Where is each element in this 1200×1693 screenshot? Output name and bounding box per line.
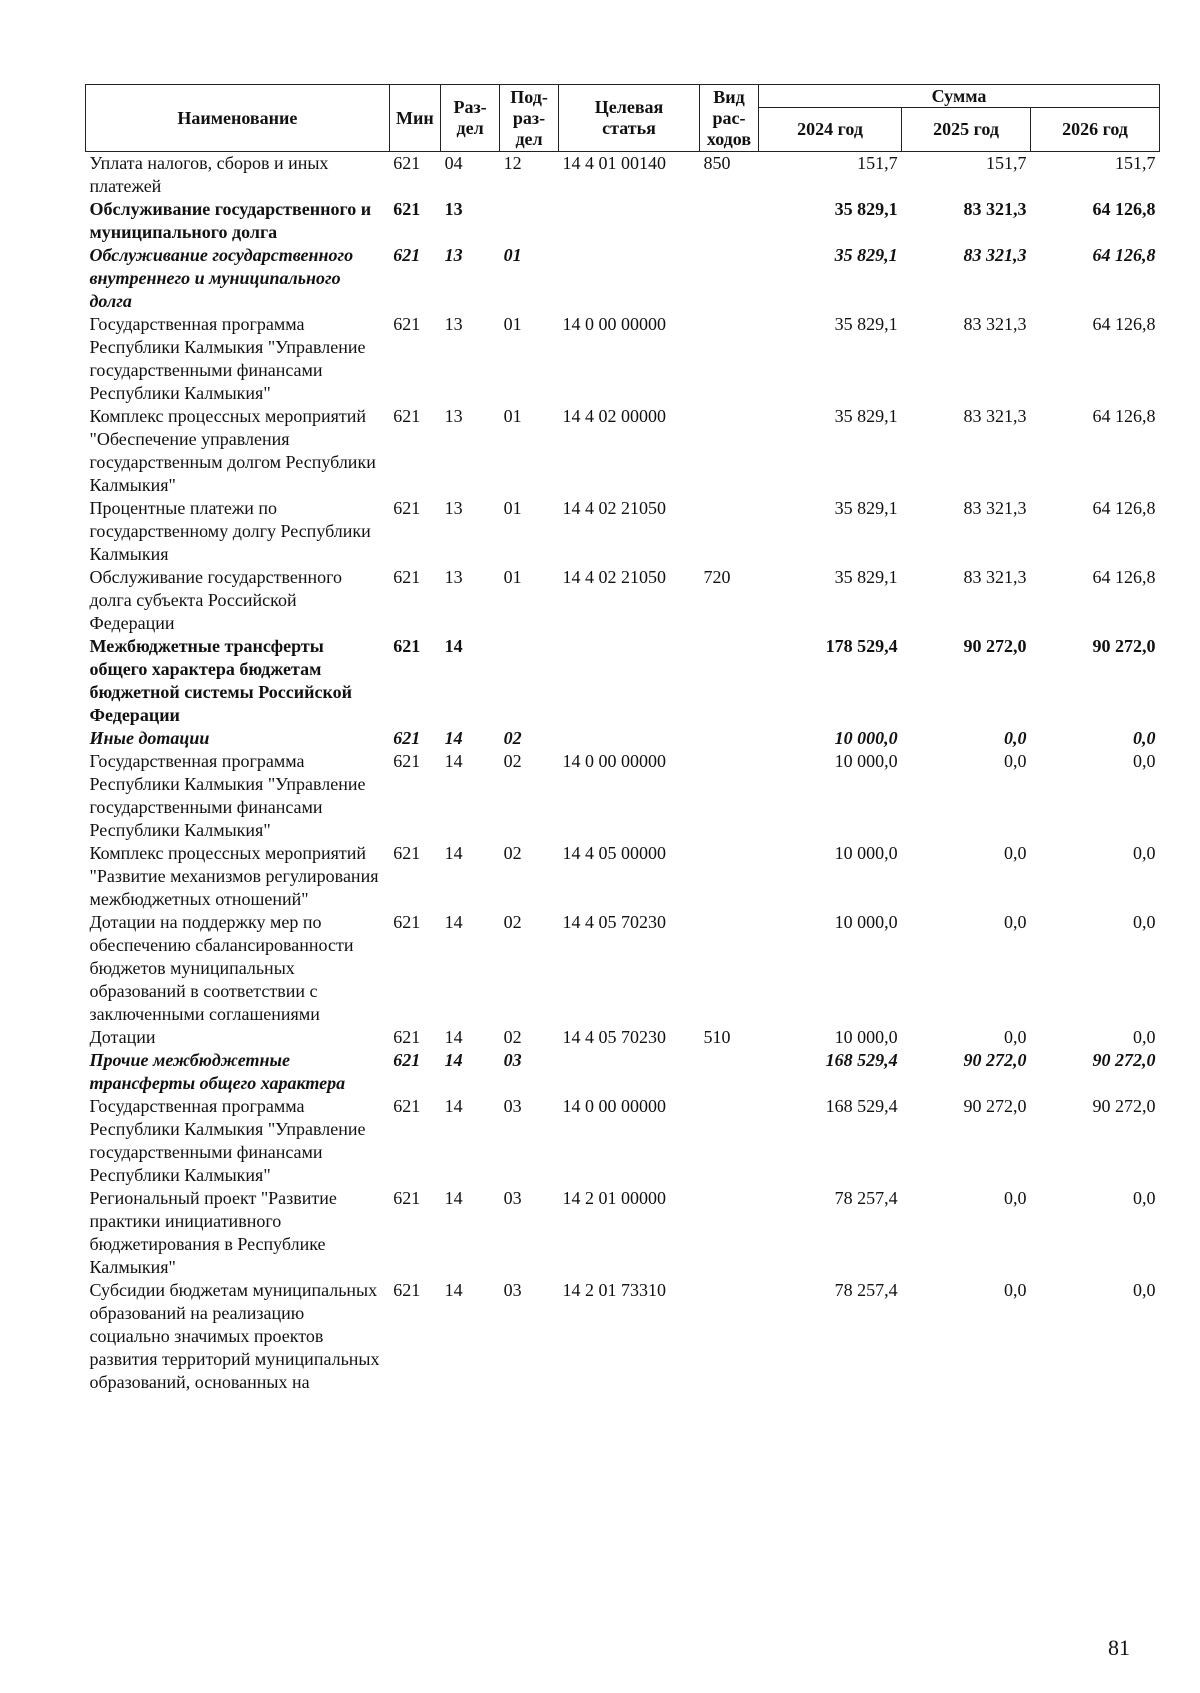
row-sum-2025: 151,7 — [986, 153, 1027, 173]
table-body — [86, 152, 1160, 1395]
header-podrazdel: Под- раз- дел — [500, 85, 559, 152]
row-razdel: 14 — [444, 1280, 463, 1300]
row-sum-2026: 64 126,8 — [1092, 199, 1156, 219]
row-min: 621 — [393, 1188, 421, 1208]
row-podrazdel: 03 — [503, 1188, 522, 1208]
row-expense-type — [699, 1187, 758, 1279]
row-sum-2024: 151,7 — [857, 153, 898, 173]
row-name: Комплекс процессных мероприятий "Обеспечение управления государственным долгом Республики Калмыкия" — [89, 406, 376, 495]
row-target-article: 14 2 01 73310 — [562, 1280, 667, 1300]
row-expense-type — [699, 1049, 758, 1095]
budget-sheet — [85, 84, 1160, 1394]
row-expense-type — [699, 727, 758, 750]
row-name: Прочие межбюджетные трансферты общего характера — [89, 1050, 346, 1093]
row-razdel: 14 — [444, 1096, 463, 1116]
table-row — [86, 152, 1160, 199]
row-sum-2026: 151,7 — [1115, 153, 1156, 173]
row-min: 621 — [393, 1050, 421, 1070]
row-podrazdel: 12 — [503, 153, 522, 173]
row-expense-type — [699, 497, 758, 566]
row-expense-type — [699, 1095, 758, 1187]
row-podrazdel: 02 — [503, 1027, 522, 1047]
row-target-article — [559, 1049, 700, 1095]
table-row — [86, 405, 1160, 497]
row-sum-2026: 90 272,0 — [1092, 1050, 1156, 1070]
row-sum-2026: 0,0 — [1133, 912, 1156, 932]
row-min: 621 — [393, 498, 421, 518]
row-sum-2024: 10 000,0 — [834, 1027, 898, 1047]
row-target-article: 14 2 01 00000 — [562, 1188, 667, 1208]
row-sum-2024: 78 257,4 — [834, 1280, 898, 1300]
row-min: 621 — [393, 199, 421, 219]
row-target-article: 14 0 00 00000 — [562, 314, 667, 334]
table-row — [86, 727, 1160, 750]
table-row — [86, 313, 1160, 405]
row-sum-2024: 35 829,1 — [834, 245, 898, 265]
row-name: Обслуживание государственного и муниципального долга — [89, 199, 372, 242]
row-expense-type: 850 — [703, 153, 731, 173]
row-name: Уплата налогов, сборов и иных платежей — [89, 153, 329, 196]
row-razdel: 14 — [444, 751, 463, 771]
row-podrazdel: 03 — [503, 1280, 522, 1300]
table-row — [86, 1095, 1160, 1187]
row-target-article: 14 4 02 21050 — [562, 498, 667, 518]
table-row — [86, 244, 1160, 313]
row-target-article: 14 4 02 00000 — [562, 406, 667, 426]
table-row — [86, 566, 1160, 635]
row-podrazdel: 01 — [503, 498, 522, 518]
row-podrazdel: 02 — [503, 912, 522, 932]
row-sum-2024: 168 529,4 — [825, 1050, 898, 1070]
row-podrazdel: 01 — [503, 567, 522, 587]
row-sum-2026: 90 272,0 — [1092, 636, 1156, 656]
row-sum-2025: 83 321,3 — [963, 314, 1027, 334]
table-row — [86, 1026, 1160, 1049]
row-podrazdel: 01 — [503, 406, 522, 426]
table-row — [86, 497, 1160, 566]
row-min: 621 — [393, 636, 421, 656]
row-sum-2025: 90 272,0 — [963, 1096, 1027, 1116]
row-razdel: 13 — [444, 245, 463, 265]
table-row — [86, 635, 1160, 727]
table-row — [86, 1049, 1160, 1095]
table-row — [86, 911, 1160, 1026]
row-min: 621 — [393, 751, 421, 771]
row-podrazdel: 02 — [503, 728, 522, 748]
row-sum-2026: 0,0 — [1133, 843, 1156, 863]
row-min: 621 — [393, 153, 421, 173]
row-name: Обслуживание государственного внутреннего и муниципального долга — [89, 245, 354, 311]
row-target-article: 14 4 05 00000 — [562, 843, 667, 863]
header-year-2026: 2026 год — [1031, 108, 1160, 152]
row-sum-2026: 90 272,0 — [1092, 1096, 1156, 1116]
row-sum-2024: 35 829,1 — [834, 199, 898, 219]
row-sum-2026: 64 126,8 — [1092, 245, 1156, 265]
row-podrazdel: 02 — [503, 843, 522, 863]
row-expense-type: 720 — [703, 567, 731, 587]
header-sum: Сумма — [758, 85, 1159, 108]
row-razdel: 13 — [444, 567, 463, 587]
header-year-2025: 2025 год — [902, 108, 1031, 152]
row-target-article: 14 4 05 70230 — [562, 912, 667, 932]
row-sum-2026: 64 126,8 — [1092, 567, 1156, 587]
budget-table — [85, 84, 1160, 1394]
header-year-2024: 2024 год — [758, 108, 901, 152]
row-min: 621 — [393, 314, 421, 334]
row-podrazdel: 02 — [503, 751, 522, 771]
row-name: Субсидии бюджетам муниципальных образований на реализацию социально значимых проектов развития территорий муниципальных образований, основанных на — [89, 1280, 380, 1392]
row-sum-2025: 0,0 — [1004, 843, 1027, 863]
table-row — [86, 750, 1160, 842]
row-min: 621 — [393, 245, 421, 265]
row-razdel: 13 — [444, 314, 463, 334]
row-podrazdel: 03 — [503, 1096, 522, 1116]
row-podrazdel — [500, 635, 559, 727]
row-expense-type — [699, 313, 758, 405]
row-razdel: 14 — [444, 1050, 463, 1070]
row-razdel: 14 — [444, 912, 463, 932]
header-razdel: Раз- дел — [441, 85, 500, 152]
row-sum-2026: 0,0 — [1133, 1280, 1156, 1300]
row-expense-type — [699, 750, 758, 842]
row-target-article — [559, 244, 700, 313]
row-min: 621 — [393, 843, 421, 863]
row-sum-2025: 0,0 — [1004, 912, 1027, 932]
table-row — [86, 842, 1160, 911]
row-sum-2024: 78 257,4 — [834, 1188, 898, 1208]
row-sum-2024: 35 829,1 — [834, 567, 898, 587]
row-sum-2024: 10 000,0 — [834, 751, 898, 771]
row-expense-type — [699, 1279, 758, 1394]
table-row — [86, 1279, 1160, 1394]
row-podrazdel — [500, 198, 559, 244]
row-sum-2025: 83 321,3 — [963, 199, 1027, 219]
row-sum-2026: 64 126,8 — [1092, 498, 1156, 518]
row-target-article: 14 0 00 00000 — [562, 1096, 667, 1116]
row-sum-2026: 0,0 — [1133, 751, 1156, 771]
row-sum-2026: 0,0 — [1133, 728, 1156, 748]
row-sum-2024: 178 529,4 — [825, 636, 898, 656]
row-podrazdel: 01 — [503, 314, 522, 334]
row-sum-2025: 83 321,3 — [963, 245, 1027, 265]
row-razdel: 13 — [444, 199, 463, 219]
row-sum-2025: 83 321,3 — [963, 567, 1027, 587]
row-name: Дотации — [89, 1027, 156, 1047]
row-sum-2026: 0,0 — [1133, 1188, 1156, 1208]
row-target-article — [559, 727, 700, 750]
row-name: Иные дотации — [89, 728, 210, 748]
row-sum-2025: 0,0 — [1004, 1188, 1027, 1208]
row-razdel: 14 — [444, 1027, 463, 1047]
row-sum-2026: 0,0 — [1133, 1027, 1156, 1047]
row-razdel: 13 — [444, 498, 463, 518]
row-min: 621 — [393, 1096, 421, 1116]
row-name: Процентные платежи по государственному долгу Республики Калмыкия — [89, 498, 371, 564]
row-sum-2024: 10 000,0 — [834, 843, 898, 863]
row-sum-2025: 83 321,3 — [963, 406, 1027, 426]
row-sum-2025: 0,0 — [1004, 1280, 1027, 1300]
row-razdel: 04 — [444, 153, 463, 173]
row-sum-2024: 10 000,0 — [834, 728, 898, 748]
row-target-article — [559, 635, 700, 727]
row-name: Региональный проект "Развитие практики инициативного бюджетирования в Республике Калмыкия" — [89, 1188, 337, 1277]
row-expense-type: 510 — [703, 1027, 731, 1047]
row-min: 621 — [393, 1027, 421, 1047]
row-sum-2026: 64 126,8 — [1092, 406, 1156, 426]
row-razdel: 14 — [444, 843, 463, 863]
row-sum-2025: 0,0 — [1004, 728, 1027, 748]
row-min: 621 — [393, 912, 421, 932]
table-row — [86, 1187, 1160, 1279]
row-name: Комплекс процессных мероприятий "Развитие механизмов регулирования межбюджетных отношений" — [89, 843, 379, 909]
header-name: Наименование — [86, 85, 390, 152]
row-min: 621 — [393, 406, 421, 426]
row-name: Дотации на поддержку мер по обеспечению сбалансированности бюджетов муниципальных образований в соответствии с заключенными соглашениями — [89, 912, 354, 1024]
row-sum-2024: 35 829,1 — [834, 406, 898, 426]
row-name: Государственная программа Республики Калмыкия "Управление государственными финансами Республики Калмыкия" — [89, 1096, 366, 1185]
row-expense-type — [699, 405, 758, 497]
row-razdel: 14 — [444, 728, 463, 748]
row-target-article: 14 0 00 00000 — [562, 751, 667, 771]
row-sum-2026: 64 126,8 — [1092, 314, 1156, 334]
row-sum-2025: 0,0 — [1004, 751, 1027, 771]
row-podrazdel: 03 — [503, 1050, 522, 1070]
row-sum-2024: 35 829,1 — [834, 498, 898, 518]
row-name: Межбюджетные трансферты общего характера бюджетам бюджетной системы Российской Федерации — [89, 636, 352, 725]
row-podrazdel: 01 — [503, 245, 522, 265]
row-expense-type — [699, 635, 758, 727]
table-row — [86, 198, 1160, 244]
row-expense-type — [699, 911, 758, 1026]
page-number: 81 — [1108, 1635, 1130, 1660]
row-expense-type — [699, 244, 758, 313]
row-sum-2025: 90 272,0 — [963, 1050, 1027, 1070]
row-name: Обслуживание государственного долга субъекта Российской Федерации — [89, 567, 343, 633]
row-expense-type — [699, 198, 758, 244]
row-sum-2025: 90 272,0 — [963, 636, 1027, 656]
row-sum-2025: 0,0 — [1004, 1027, 1027, 1047]
row-name: Государственная программа Республики Калмыкия "Управление государственными финансами Республики Калмыкия" — [89, 314, 366, 403]
row-min: 621 — [393, 1280, 421, 1300]
row-min: 621 — [393, 567, 421, 587]
row-razdel: 14 — [444, 636, 463, 656]
row-sum-2024: 10 000,0 — [834, 912, 898, 932]
row-sum-2025: 83 321,3 — [963, 498, 1027, 518]
header-expense-type: Вид рас- ходов — [699, 85, 758, 152]
row-razdel: 14 — [444, 1188, 463, 1208]
row-razdel: 13 — [444, 406, 463, 426]
row-target-article: 14 4 01 00140 — [562, 153, 667, 173]
header-min: Мин — [389, 85, 440, 152]
header-target-article: Целевая статья — [559, 85, 700, 152]
row-target-article — [559, 198, 700, 244]
row-expense-type — [699, 842, 758, 911]
row-name: Государственная программа Республики Калмыкия "Управление государственными финансами Республики Калмыкия" — [89, 751, 366, 840]
row-target-article: 14 4 05 70230 — [562, 1027, 667, 1047]
row-sum-2024: 35 829,1 — [834, 314, 898, 334]
row-min: 621 — [393, 728, 421, 748]
row-target-article: 14 4 02 21050 — [562, 567, 667, 587]
row-sum-2024: 168 529,4 — [825, 1096, 898, 1116]
